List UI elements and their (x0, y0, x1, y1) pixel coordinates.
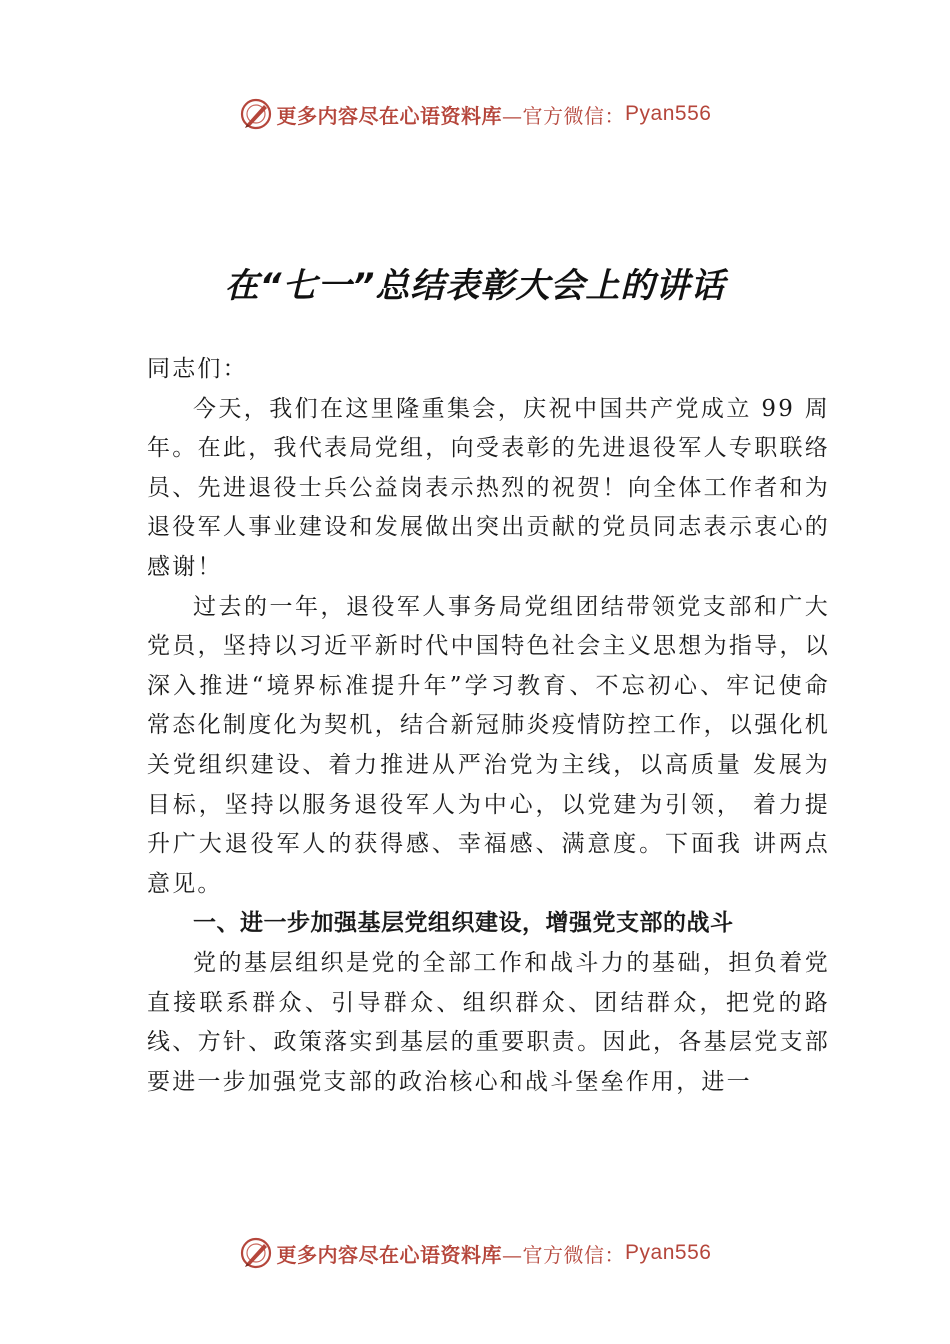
paragraph-section-1: 党的基层组织是党的全部工作和战斗力的基础，担负着党直接联系群众、引导群众、组织群众、团结群众，把党的路线、方针、政策落实到基层的重要职责。因此，各基层党支部要进一步加强党支部的政治核心和战斗堡垒作用，进一 (147, 949, 830, 1095)
section-heading-1: 一、进一步加强基层党组织建设，增强党支部的战斗 (193, 910, 734, 937)
footer-banner (0, 1233, 950, 1273)
paragraph-review: 过去的一年，退役军人事务局党组团结带领党支部和广大党员，坚持以习近平新时代中国特色社会主义思想为指导，以深入推进“境界标准提升年”学习教育、不忘初心、牢记使命常态化制度化为契机，结合新冠肺炎疫情防控工作，以强化机关党组织建设、着力推进从严治党为主线，以高质量 发展为目标，坚持以服务退役军人为中心，以党建为引领， 着力提升广大退役军人的获得感、幸福感、满意度。下面我 讲两点意见。 (147, 593, 830, 897)
banner-wechat-id: Pyan556 (625, 102, 712, 125)
document-body (147, 350, 830, 1102)
document-title: 在“七一”总结表彰大会上的讲话 (224, 266, 726, 306)
salutation: 同志们： (147, 356, 248, 382)
banner-wechat-label: —官方微信： (502, 103, 626, 128)
pen-logo-icon (239, 1236, 273, 1270)
header-banner (0, 94, 950, 134)
footer-brand-text: 更多内容尽在心语资料库 (276, 1242, 503, 1267)
pen-logo-icon (239, 97, 273, 131)
footer-wechat-id: Pyan556 (625, 1241, 712, 1264)
paragraph-opening: 今天，我们在这里隆重集会，庆祝中国共产党成立 99 周年。在此，我代表局党组，向受表彰的先进退役军人专职联络员、先进退役士兵公益岗表示热烈的祝贺！向全体工作者和为退役军人事业建设和发展做出突出贡献的党员同志表示衷心的感谢！ (147, 395, 830, 580)
banner-brand-text: 更多内容尽在心语资料库 (276, 103, 503, 128)
footer-wechat-label: —官方微信： (502, 1242, 626, 1267)
